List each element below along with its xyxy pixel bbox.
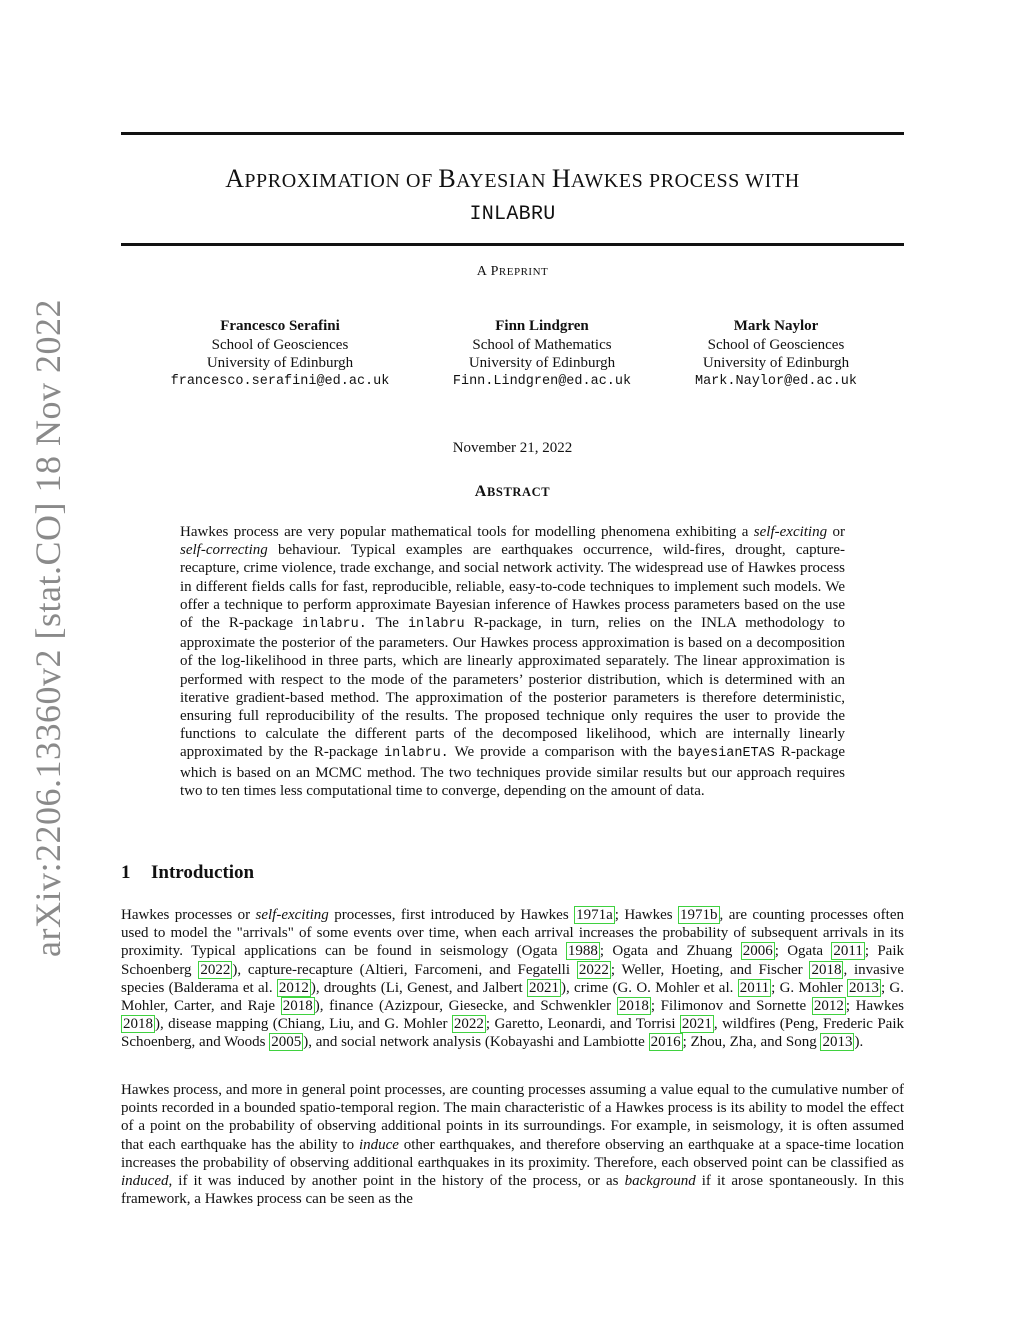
citation-link[interactable]: 2011 bbox=[739, 979, 770, 996]
paper-title: APPROXIMATION OF BAYESIAN HAWKES PROCESS WITH INLABRU bbox=[121, 162, 904, 232]
author-email[interactable]: Finn.Lindgren@ed.ac.uk bbox=[452, 373, 632, 389]
author-dept: School of Geosciences bbox=[211, 336, 349, 353]
citation-link[interactable]: 2013 bbox=[848, 979, 879, 996]
author-univ: University of Edinburgh bbox=[468, 355, 616, 371]
author-email[interactable]: francesco.serafini@ed.ac.uk bbox=[170, 373, 390, 389]
citation-link[interactable]: 1988 bbox=[567, 943, 598, 960]
section-heading-introduction: 1 Introduction bbox=[121, 862, 255, 883]
citation-link[interactable]: 2018 bbox=[618, 998, 649, 1015]
citation-link[interactable]: 2012 bbox=[813, 998, 844, 1015]
author-name: Francesco Serafini bbox=[220, 318, 340, 334]
author-email[interactable]: Mark.Naylor@ed.ac.uk bbox=[694, 373, 858, 389]
author-name: Finn Lindgren bbox=[495, 318, 589, 334]
author-dept: School of Mathematics bbox=[472, 336, 612, 353]
citation-link[interactable]: 2013 bbox=[822, 1034, 853, 1051]
preprint-label: A PREPRINT bbox=[476, 264, 549, 279]
citation-link[interactable]: 2021 bbox=[529, 979, 559, 996]
citation-link[interactable]: 2018 bbox=[123, 1016, 153, 1033]
author-block-1 bbox=[160, 317, 400, 391]
title-package-name: INLABRU bbox=[469, 203, 556, 226]
bottom-title-rule bbox=[121, 243, 904, 246]
abstract-body: Hawkes process are very popular mathematical tools for modelling phenomena exhibiting a self-exciting or self-correcting behaviour. Typical examples are earthquakes occurrence, wild-fires, drought, capture-recapture, crime violence, trade exchange, and social network activity. The widespread use of Hawkes process in different fields calls for fast, reproducible, reliable, easy-to-code techniques to implement such models. We offer a technique to perform approximate Bayesian inference of Hawkes process parameters based on the use of the R-package inlabru. The inlabru R-package, in turn, relies on the INLA methodology to approximate the posterior of the parameters. Our Hawkes process approximation is based on a decomposition of the log-likelihood in three parts, which are linearly approximated separately. The linear approximation is performed with respect to the mode of the parameters’ posterior distribution, which is determined with an iterative gradient-based method. The approximation of the posterior parameters is therefore deterministic, ensuring full reproducibility of the results. The proposed technique only requires the user to provide the functions to calculate the different parts of the decomposed likelihood, which are internally linearly approximated by the R-package inlabru. We provide a comparison with the bayesianETAS R-package which is based on an MCMC method. The two techniques provide similar results but our approach requires two to ten times less computational time to converge, depending on the amount of data. bbox=[180, 524, 846, 799]
citation-link[interactable]: 2022 bbox=[578, 961, 609, 978]
arxiv-identifier: arXiv:2206.13360v2 [stat.CO] 18 Nov 2022 bbox=[28, 299, 68, 957]
citation-link[interactable]: 1971b bbox=[680, 907, 718, 923]
citation-link[interactable]: 2011 bbox=[833, 943, 863, 960]
publication-date: November 21, 2022 bbox=[452, 440, 573, 456]
author-univ: University of Edinburgh bbox=[206, 355, 354, 371]
author-dept: School of Geosciences bbox=[707, 336, 845, 353]
abstract-heading: ABSTRACT bbox=[474, 483, 551, 500]
citation-link[interactable]: 2006 bbox=[742, 943, 773, 960]
citation-link[interactable]: 2005 bbox=[271, 1034, 302, 1051]
author-block-3 bbox=[676, 317, 876, 391]
citation-link[interactable]: 2018 bbox=[282, 998, 313, 1015]
author-block-2 bbox=[432, 317, 652, 391]
author-univ: University of Edinburgh bbox=[702, 355, 850, 371]
citation-link[interactable]: 2021 bbox=[681, 1016, 712, 1033]
citation-link[interactable]: 2012 bbox=[278, 979, 309, 996]
citation-link[interactable]: 1971a bbox=[576, 907, 613, 923]
intro-paragraph-2: Hawkes process, and more in general point processes, are counting processes assuming a value equal to the cumulative number of points recorded in a bounded spatio-temporal region. The main characteristic of a Hawkes process is its ability to model the effect of a point on the probability of observing additional points in its surroundings. For example, in seismology, it is often assumed that each earthquake has the ability to induce other earthquakes, and therefore observing an earthquake at a space-time location increases the probability of observing additional earthquakes in its proximity. Therefore, each observed point can be classified as induced, if it was induced by another point in the history of the process, or as background if it arose spontaneously. In this framework, a Hawkes process can be seen as the bbox=[121, 1082, 905, 1208]
citation-link[interactable]: 2022 bbox=[453, 1016, 484, 1033]
citation-link[interactable]: 2016 bbox=[650, 1034, 681, 1051]
author-name: Mark Naylor bbox=[733, 318, 819, 334]
citation-link[interactable]: 2022 bbox=[200, 961, 231, 978]
intro-paragraph-1: Hawkes processes or self-exciting processes, first introduced by Hawkes 1971a ; Hawkes 1971b , are counting processes often used to model the "arrivals" of some events over time, when each arrival increases the probability of subsequent arrivals in its proximity. Typical applications can be found in seismology (Ogata 1988 ; Ogata and Zhuang 2006 ; Ogata 2011 ; Paik Schoenberg 2022 ), capture-recapture (Altieri, Farcomeni, and Fegatelli 2022 ; Weller, Hoeting, and Fischer 2018 , invasive species (Balderama et al. 2012 ), droughts (Li, Genest, and Jalbert 2021 ), crime (G. O. Mohler et al. 2011 ; G. Mohler 2013 ; G. Mohler, Carter, and Raje 2018 ), finance (Azizpour, Giesecke, and Schwenkler 2018 ; Filimonov and Sornette 2012 ; Hawkes 2018 ), disease mapping (Chiang, Liu, and G. Mohler 2022 ; Garetto, Leonardi, and Torrisi 2021 , wildfires (Peng, Frederic Paik Schoenberg, and Woods 2005 ), and social network analysis (Kobayashi and Lambiotte 2016 ; Zhou, Zha, and Song 2013 ). bbox=[121, 907, 905, 1051]
top-rule bbox=[121, 132, 904, 135]
citation-link[interactable]: 2018 bbox=[811, 961, 842, 978]
